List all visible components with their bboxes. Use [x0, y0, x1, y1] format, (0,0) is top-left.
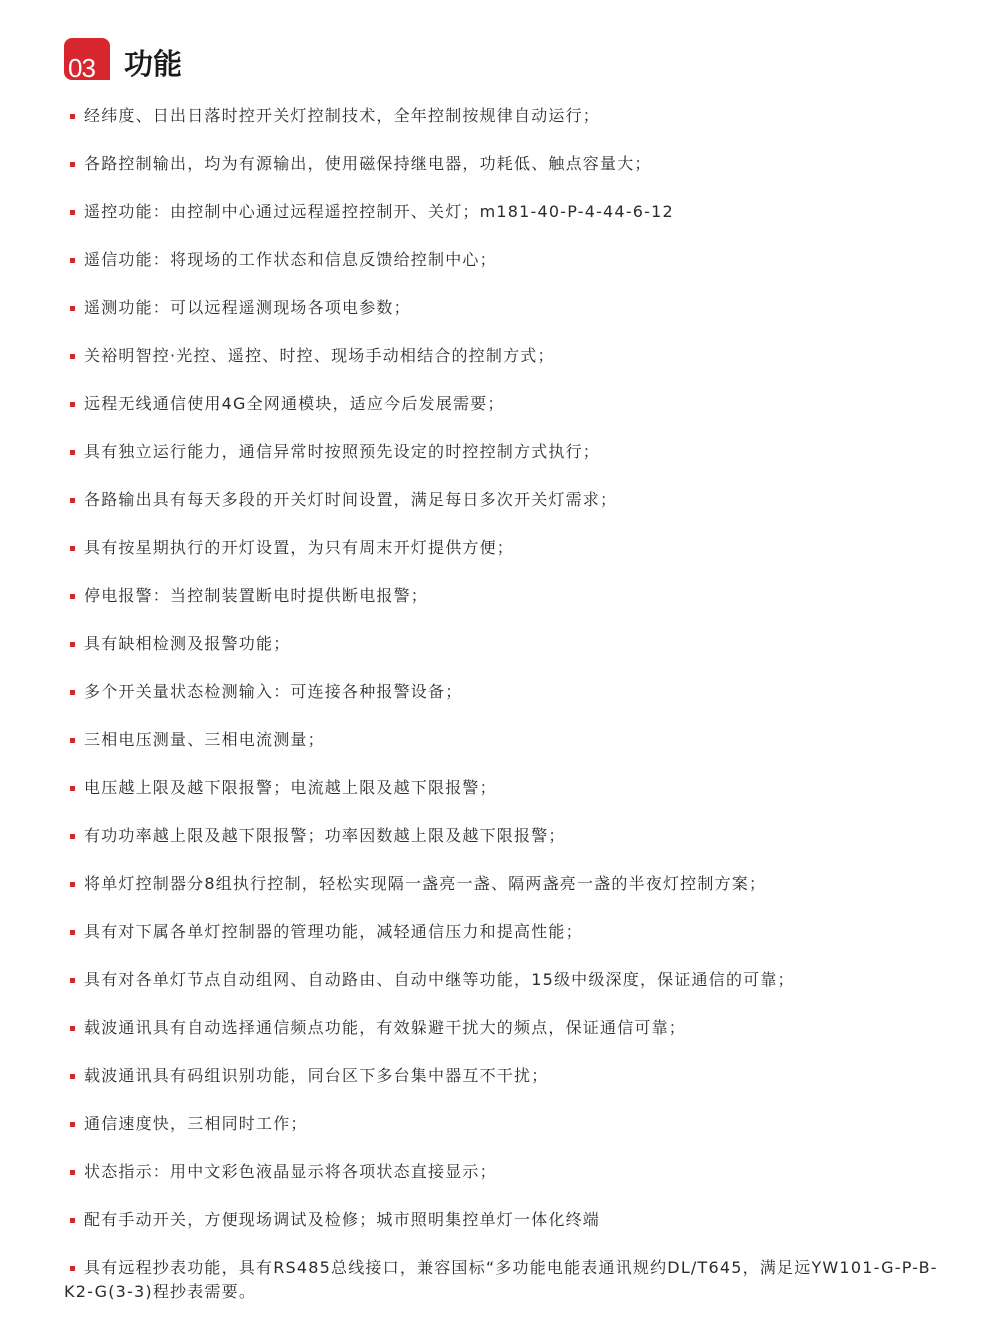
bullet-square-icon [70, 546, 75, 551]
feature-item [64, 104, 954, 128]
feature-item [64, 392, 954, 416]
bullet-square-icon [70, 1074, 75, 1079]
feature-text: 具有对各单灯节点自动组网、自动路由、自动中继等功能，15级中级深度，保证通信的可靠； [84, 970, 795, 989]
bullet-square-icon [70, 882, 75, 887]
bullet-square-icon [70, 210, 75, 215]
feature-item [64, 1208, 954, 1232]
section-header [64, 38, 183, 83]
feature-text: 远程无线通信使用4G全网通模块，适应今后发展需要； [84, 394, 505, 413]
feature-item [64, 584, 954, 608]
feature-text: 多个开关量状态检测输入：可连接各种报警设备； [84, 682, 463, 701]
feature-text: 各路控制输出，均为有源输出，使用磁保持继电器，功耗低、触点容量大； [84, 154, 652, 173]
feature-text: 具有远程抄表功能，具有RS485总线接口，兼容国标“多功能电能表通讯规约DL/T645，满足远YW101-G-P-B-K2-G(3-3)程抄表需要。 [64, 1258, 938, 1301]
feature-item [64, 200, 954, 224]
feature-text: 遥信功能：将现场的工作状态和信息反馈给控制中心； [84, 250, 497, 269]
feature-item [64, 440, 954, 464]
feature-item [64, 1256, 954, 1304]
bullet-square-icon [70, 642, 75, 647]
bullet-square-icon [70, 1218, 75, 1223]
feature-text: 具有按星期执行的开灯设置，为只有周末开灯提供方便； [84, 538, 515, 557]
feature-item [64, 1016, 954, 1040]
bullet-square-icon [70, 1266, 75, 1271]
bullet-square-icon [70, 354, 75, 359]
feature-text: 通信速度快，三相同时工作； [84, 1114, 308, 1133]
feature-text: 状态指示：用中文彩色液晶显示将各项状态直接显示； [84, 1162, 497, 1181]
bullet-square-icon [70, 1122, 75, 1127]
feature-item [64, 728, 954, 752]
feature-item [64, 296, 954, 320]
feature-text: 经纬度、日出日落时控开关灯控制技术，全年控制按规律自动运行； [84, 106, 601, 125]
feature-text: 电压越上限及越下限报警；电流越上限及越下限报警； [84, 778, 497, 797]
feature-text: 遥控功能：由控制中心通过远程遥控控制开、关灯；m181-40-P-4-44-6-12 [84, 202, 674, 221]
bullet-square-icon [70, 402, 75, 407]
feature-item [64, 344, 954, 368]
feature-text: 停电报警：当控制装置断电时提供断电报警； [84, 586, 429, 605]
section-number: 03 [68, 53, 95, 83]
bullet-square-icon [70, 834, 75, 839]
feature-list [64, 104, 954, 1328]
bullet-square-icon [70, 930, 75, 935]
feature-item [64, 152, 954, 176]
feature-text: 各路输出具有每天多段的开关灯时间设置，满足每日多次开关灯需求； [84, 490, 618, 509]
feature-text: 具有独立运行能力，通信异常时按照预先设定的时控控制方式执行； [84, 442, 601, 461]
feature-item [64, 488, 954, 512]
bullet-square-icon [70, 114, 75, 119]
bullet-square-icon [70, 498, 75, 503]
feature-item [64, 1064, 954, 1088]
feature-text: 具有缺相检测及报警功能； [84, 634, 291, 653]
feature-item [64, 248, 954, 272]
bullet-square-icon [70, 978, 75, 983]
section-title: 功能 [124, 47, 183, 81]
feature-text: 配有手动开关，方便现场调试及检修；城市照明集控单灯一体化终端 [84, 1210, 601, 1229]
section-number-badge [64, 38, 110, 83]
feature-item [64, 824, 954, 848]
bullet-square-icon [70, 690, 75, 695]
feature-item [64, 680, 954, 704]
feature-item [64, 776, 954, 800]
feature-text: 关裕明智控·光控、遥控、时控、现场手动相结合的控制方式； [84, 346, 555, 365]
feature-text: 将单灯控制器分8组执行控制，轻松实现隔一盏亮一盏、隔两盏亮一盏的半夜灯控制方案； [84, 874, 767, 893]
feature-text: 具有对下属各单灯控制器的管理功能，减轻通信压力和提高性能； [84, 922, 583, 941]
bullet-square-icon [70, 786, 75, 791]
bullet-square-icon [70, 594, 75, 599]
feature-text: 遥测功能：可以远程遥测现场各项电参数； [84, 298, 411, 317]
feature-item [64, 632, 954, 656]
feature-text: 载波通讯具有码组识别功能，同台区下多台集中器互不干扰； [84, 1066, 549, 1085]
feature-item [64, 968, 954, 992]
feature-item [64, 1112, 954, 1136]
bullet-square-icon [70, 450, 75, 455]
bullet-square-icon [70, 258, 75, 263]
feature-text: 载波通讯具有自动选择通信频点功能，有效躲避干扰大的频点，保证通信可靠； [84, 1018, 687, 1037]
feature-text: 有功功率越上限及越下限报警；功率因数越上限及越下限报警； [84, 826, 566, 845]
feature-item [64, 872, 954, 896]
bullet-square-icon [70, 306, 75, 311]
feature-item [64, 1160, 954, 1184]
bullet-square-icon [70, 738, 75, 743]
feature-item [64, 536, 954, 560]
feature-text: 三相电压测量、三相电流测量； [84, 730, 325, 749]
bullet-square-icon [70, 162, 75, 167]
bullet-square-icon [70, 1026, 75, 1031]
bullet-square-icon [70, 1170, 75, 1175]
feature-item [64, 920, 954, 944]
